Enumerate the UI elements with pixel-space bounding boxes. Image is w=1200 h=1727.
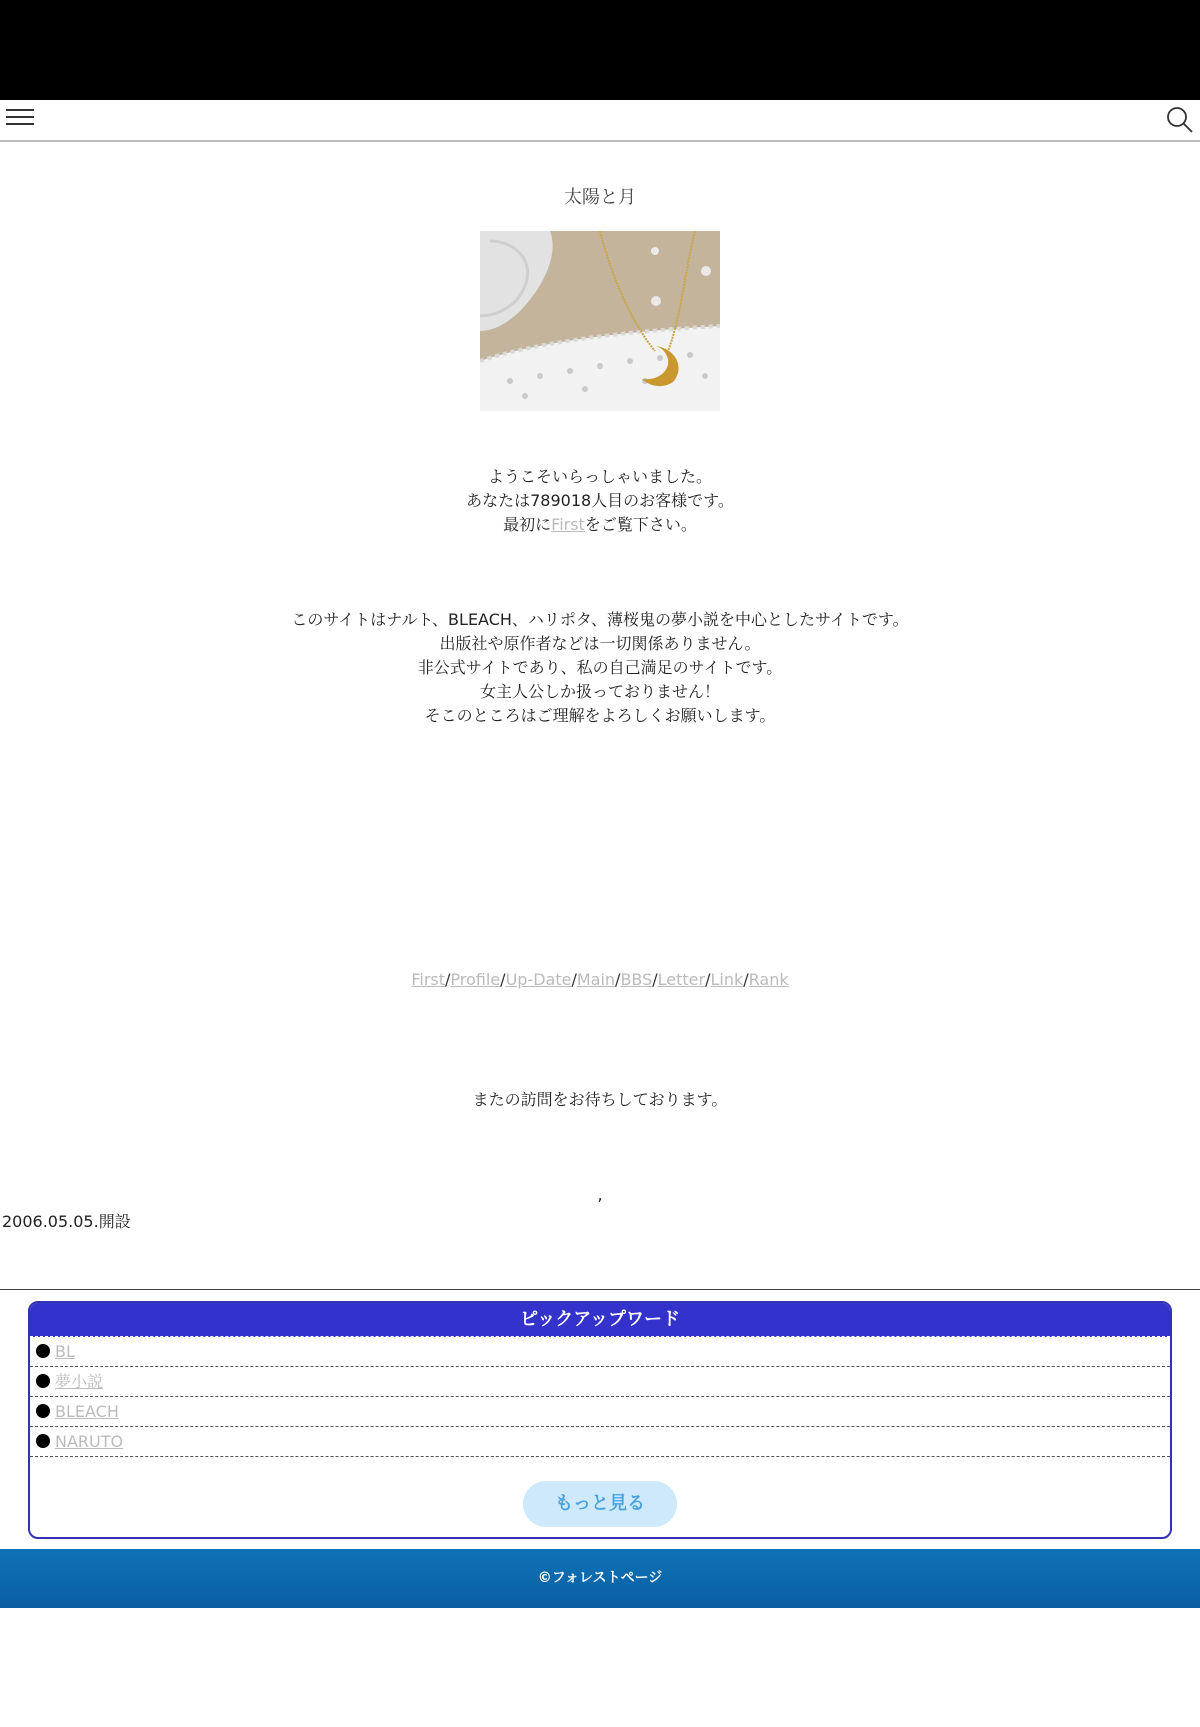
pickup-link-bleach[interactable]: BLEACH <box>55 1402 119 1421</box>
first-link[interactable]: First <box>551 515 585 534</box>
nav-link-update[interactable]: Up-Date <box>505 970 572 989</box>
nav-link-first[interactable]: First <box>411 970 446 989</box>
pickup-item <box>30 1397 1170 1427</box>
pickup-item <box>30 1337 1170 1367</box>
nav-link-main[interactable]: Main <box>576 970 616 989</box>
nav-link-rank[interactable]: Rank <box>748 970 789 989</box>
bullet-dot-icon <box>36 1404 50 1418</box>
pickup-link-yume[interactable]: 夢小説 <box>55 1372 104 1391</box>
nav-separator: / <box>445 970 451 989</box>
about-line: 非公式サイトであり、私の自己満足のサイトです。 <box>417 658 783 677</box>
founded-date: 2006.05.05.開設 <box>2 1212 131 1231</box>
about-line: そこのところはご理解をよろしくお願いします。 <box>424 706 776 725</box>
footer-copyright: ©フォレストページ <box>0 1549 1200 1608</box>
pickup-link-naruto[interactable]: NARUTO <box>55 1432 124 1451</box>
nav-link-bbs[interactable]: BBS <box>620 970 653 989</box>
nav-separator: / <box>743 970 749 989</box>
nav-separator: / <box>705 970 711 989</box>
bullet-dot-icon <box>36 1344 50 1358</box>
nav-separator: / <box>652 970 658 989</box>
farewell-message: またの訪問をお待ちしております。 <box>472 1090 728 1109</box>
more-button[interactable]: もっと見る <box>523 1481 677 1527</box>
pickup-link-bl[interactable]: BL <box>55 1342 75 1361</box>
nav-link-letter[interactable]: Letter <box>657 970 706 989</box>
site-nav-links <box>0 968 1200 992</box>
divider <box>0 1289 1200 1290</box>
about-line: 出版社や原作者などは一切関係ありません。 <box>439 634 761 653</box>
top-black-bar <box>0 0 1200 100</box>
welcome-first-line <box>0 513 1200 537</box>
site-title: 太陽と月 <box>564 187 636 208</box>
welcome-first-suffix: をご覧下さい。 <box>584 515 697 534</box>
about-line: このサイトはナルト、BLEACH、ハリポタ、薄桜鬼の夢小説を中心としたサイトです。 <box>291 610 909 629</box>
nav-link-profile[interactable]: Profile <box>450 970 501 989</box>
welcome-message <box>0 465 1200 537</box>
nav-separator: / <box>615 970 621 989</box>
moon-necklace-image <box>480 231 720 411</box>
pickup-heading: ピックアップワード <box>30 1303 1170 1337</box>
nav-link-link[interactable]: Link <box>710 970 744 989</box>
bullet-dot-icon <box>36 1374 50 1388</box>
search-icon[interactable] <box>1166 106 1194 134</box>
pickup-item <box>30 1367 1170 1397</box>
site-about <box>0 608 1200 728</box>
stray-comma: , <box>597 1185 603 1204</box>
welcome-line: ようこそいらっしゃいました。 <box>487 467 712 486</box>
about-line: 女主人公しか扱っておりません！ <box>479 682 720 701</box>
welcome-first-prefix: 最初に <box>503 515 552 534</box>
bullet-dot-icon <box>36 1434 50 1448</box>
nav-separator: / <box>571 970 577 989</box>
pickup-item <box>30 1427 1170 1457</box>
pickup-words-box <box>28 1301 1172 1539</box>
hamburger-menu-icon[interactable] <box>6 109 34 129</box>
visitor-count-line: あなたは789018人目のお客様です。 <box>466 491 734 510</box>
nav-separator: / <box>500 970 506 989</box>
navigation-bar <box>0 100 1200 142</box>
